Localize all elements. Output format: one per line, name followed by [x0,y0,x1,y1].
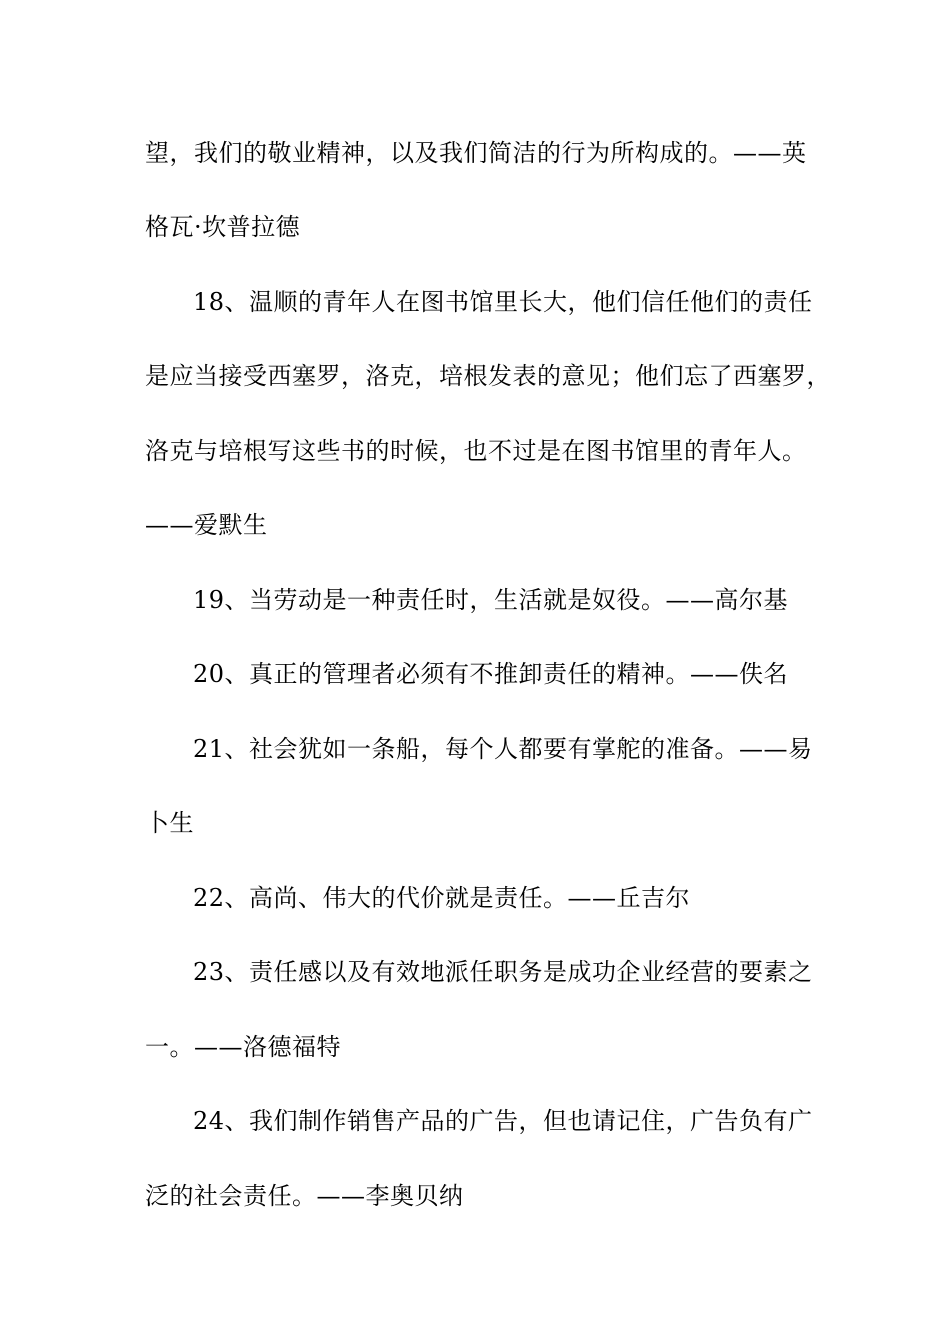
paragraph-23-start: 23、责任感以及有效地派任职务是成功企业经营的要素之 [193,958,813,986]
paragraph-20: 20、真正的管理者必须有不推卸责任的精神。——佚名 [193,660,789,688]
text-line: 卜生 [145,809,194,837]
text-line: 泛的社会责任。——李奥贝纳 [145,1182,464,1210]
paragraph-21-start: 21、社会犹如一条船，每个人都要有掌舵的准备。——易 [193,735,813,763]
text-line: ——爱默生 [145,511,268,539]
paragraph-22: 22、高尚、伟大的代价就是责任。——丘吉尔 [193,884,691,912]
paragraph-19: 19、当劳动是一种责任时，生活就是奴役。——高尔基 [193,586,789,614]
text-line: 洛克与培根写这些书的时候，也不过是在图书馆里的青年人。 [145,437,807,465]
text-line: 望，我们的敬业精神，以及我们简洁的行为所构成的。——英 [145,139,807,167]
paragraph-18-start: 18、温顺的青年人在图书馆里长大，他们信任他们的责任 [193,288,813,316]
text-line: 格瓦·坎普拉德 [145,213,301,241]
text-line: 一。——洛德福特 [145,1033,341,1061]
paragraph-24-start: 24、我们制作销售产品的广告，但也请记住，广告负有广 [193,1107,813,1135]
text-line: 是应当接受西塞罗，洛克，培根发表的意见；他们忘了西塞罗， [145,362,831,390]
